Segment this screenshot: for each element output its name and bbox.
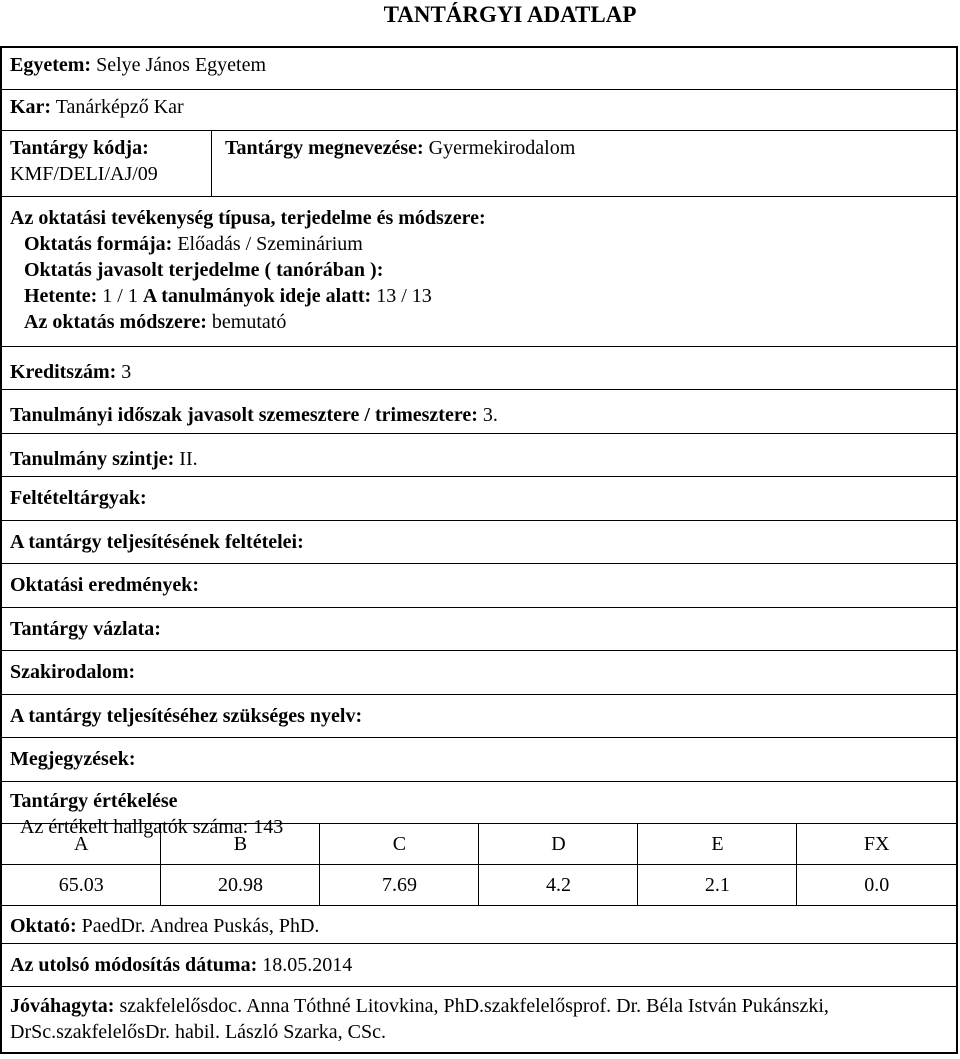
- last-modified-value: 18.05.2014: [262, 954, 353, 976]
- course-sheet: [0, 46, 958, 1054]
- grade-cell: E: [638, 824, 797, 865]
- teaching-heading: Az oktatási tevékenység típusa, terjedelme és módszere:: [10, 207, 486, 229]
- grade-cell: A: [2, 824, 161, 865]
- literature-label: Szakirodalom:: [10, 661, 136, 683]
- teaching-extent-label: Oktatás javasolt terjedelme ( tanórában ):: [24, 259, 384, 281]
- grade-value-cell: 20.98: [161, 865, 320, 906]
- credits-value: 3: [121, 361, 132, 383]
- level-label: Tanulmány szintje:: [10, 448, 175, 470]
- teaching-row: [2, 196, 956, 346]
- faculty-value: Tanárképző Kar: [55, 96, 184, 118]
- outline-row: [2, 607, 956, 650]
- course-name-cell: [213, 131, 956, 196]
- semester-hours-label: A tanulmányok ideje alatt:: [142, 285, 372, 307]
- university-value: Selye János Egyetem: [96, 54, 267, 76]
- term-value: 3.: [482, 404, 498, 426]
- grade-table: [2, 823, 956, 906]
- grade-value-cell: 4.2: [479, 865, 638, 906]
- instructor-label: Oktató:: [10, 915, 77, 937]
- language-label: A tantárgy teljesítéséhez szükséges nyelv:: [10, 705, 363, 727]
- grade-value-cell: 2.1: [638, 865, 797, 906]
- notes-label: Megjegyzések:: [10, 748, 136, 770]
- prerequisites-label: Feltételtárgyak:: [10, 487, 147, 509]
- term-row: [2, 389, 956, 433]
- document-title: TANTÁRGYI ADATLAP: [383, 2, 637, 27]
- course-id-row: [2, 130, 956, 196]
- approved-row: [2, 986, 956, 1052]
- course-code-label: Tantárgy kódja:: [10, 137, 149, 159]
- prerequisites-row: [2, 476, 956, 520]
- teaching-method-value: bemutató: [211, 311, 287, 333]
- university-row: [2, 48, 956, 89]
- outcomes-row: [2, 563, 956, 607]
- instructor-row: [2, 905, 956, 943]
- semester-hours-value: 13 / 13: [376, 285, 432, 307]
- conditions-row: [2, 520, 956, 563]
- last-modified-label: Az utolsó módosítás dátuma:: [10, 954, 258, 976]
- teaching-form-value: Előadás / Szeminárium: [177, 233, 363, 255]
- grade-header-row: [2, 824, 956, 865]
- teaching-method-label: Az oktatás módszere:: [24, 311, 207, 333]
- level-row: [2, 433, 956, 476]
- last-modified-row: [2, 943, 956, 986]
- grade-cell: FX: [797, 824, 956, 865]
- grade-cell: C: [320, 824, 479, 865]
- credits-label: Kreditszám:: [10, 361, 117, 383]
- faculty-label: Kar:: [10, 96, 52, 118]
- language-row: [2, 694, 956, 737]
- grade-value-cell: 65.03: [2, 865, 161, 906]
- literature-row: [2, 650, 956, 694]
- weekly-label: Hetente:: [24, 285, 98, 307]
- conditions-label: A tantárgy teljesítésének feltételei:: [10, 531, 304, 553]
- course-code-cell: [2, 131, 212, 196]
- term-label: Tanulmányi időszak javasolt szemesztere / trimesztere:: [10, 404, 478, 426]
- outline-label: Tantárgy vázlata:: [10, 618, 161, 640]
- approved-label: Jóváhagyta:: [10, 995, 115, 1017]
- credits-row: [2, 346, 956, 389]
- grade-cell: D: [479, 824, 638, 865]
- grade-value-cell: 7.69: [320, 865, 479, 906]
- faculty-row: [2, 89, 956, 130]
- course-name-value: Gyermekirodalom: [428, 137, 576, 159]
- instructor-value: PaedDr. Andrea Puskás, PhD.: [81, 915, 320, 937]
- grade-value-cell: 0.0: [797, 865, 956, 906]
- outcomes-label: Oktatási eredmények:: [10, 574, 200, 596]
- notes-row: [2, 737, 956, 781]
- evaluation-heading: Tantárgy értékelése: [10, 790, 178, 812]
- grade-cell: B: [161, 824, 320, 865]
- weekly-value: 1 / 1: [102, 285, 138, 307]
- grade-values-row: [2, 865, 956, 906]
- course-code-value: KMF/DELI/AJ/09: [10, 163, 158, 185]
- evaluated-students-count: Az értékelt hallgatók száma: 143: [20, 816, 284, 838]
- teaching-form-label: Oktatás formája:: [24, 233, 173, 255]
- course-name-label: Tantárgy megnevezése:: [225, 137, 424, 159]
- approved-value: szakfelelősdoc. Anna Tóthné Litovkina, PhD.szakfelelősprof. Dr. Béla István Pukánszki, DrSc.szakfelelősDr. habil. László Szarka, CSc.: [10, 995, 829, 1043]
- university-label: Egyetem:: [10, 54, 92, 76]
- level-value: II.: [179, 448, 198, 470]
